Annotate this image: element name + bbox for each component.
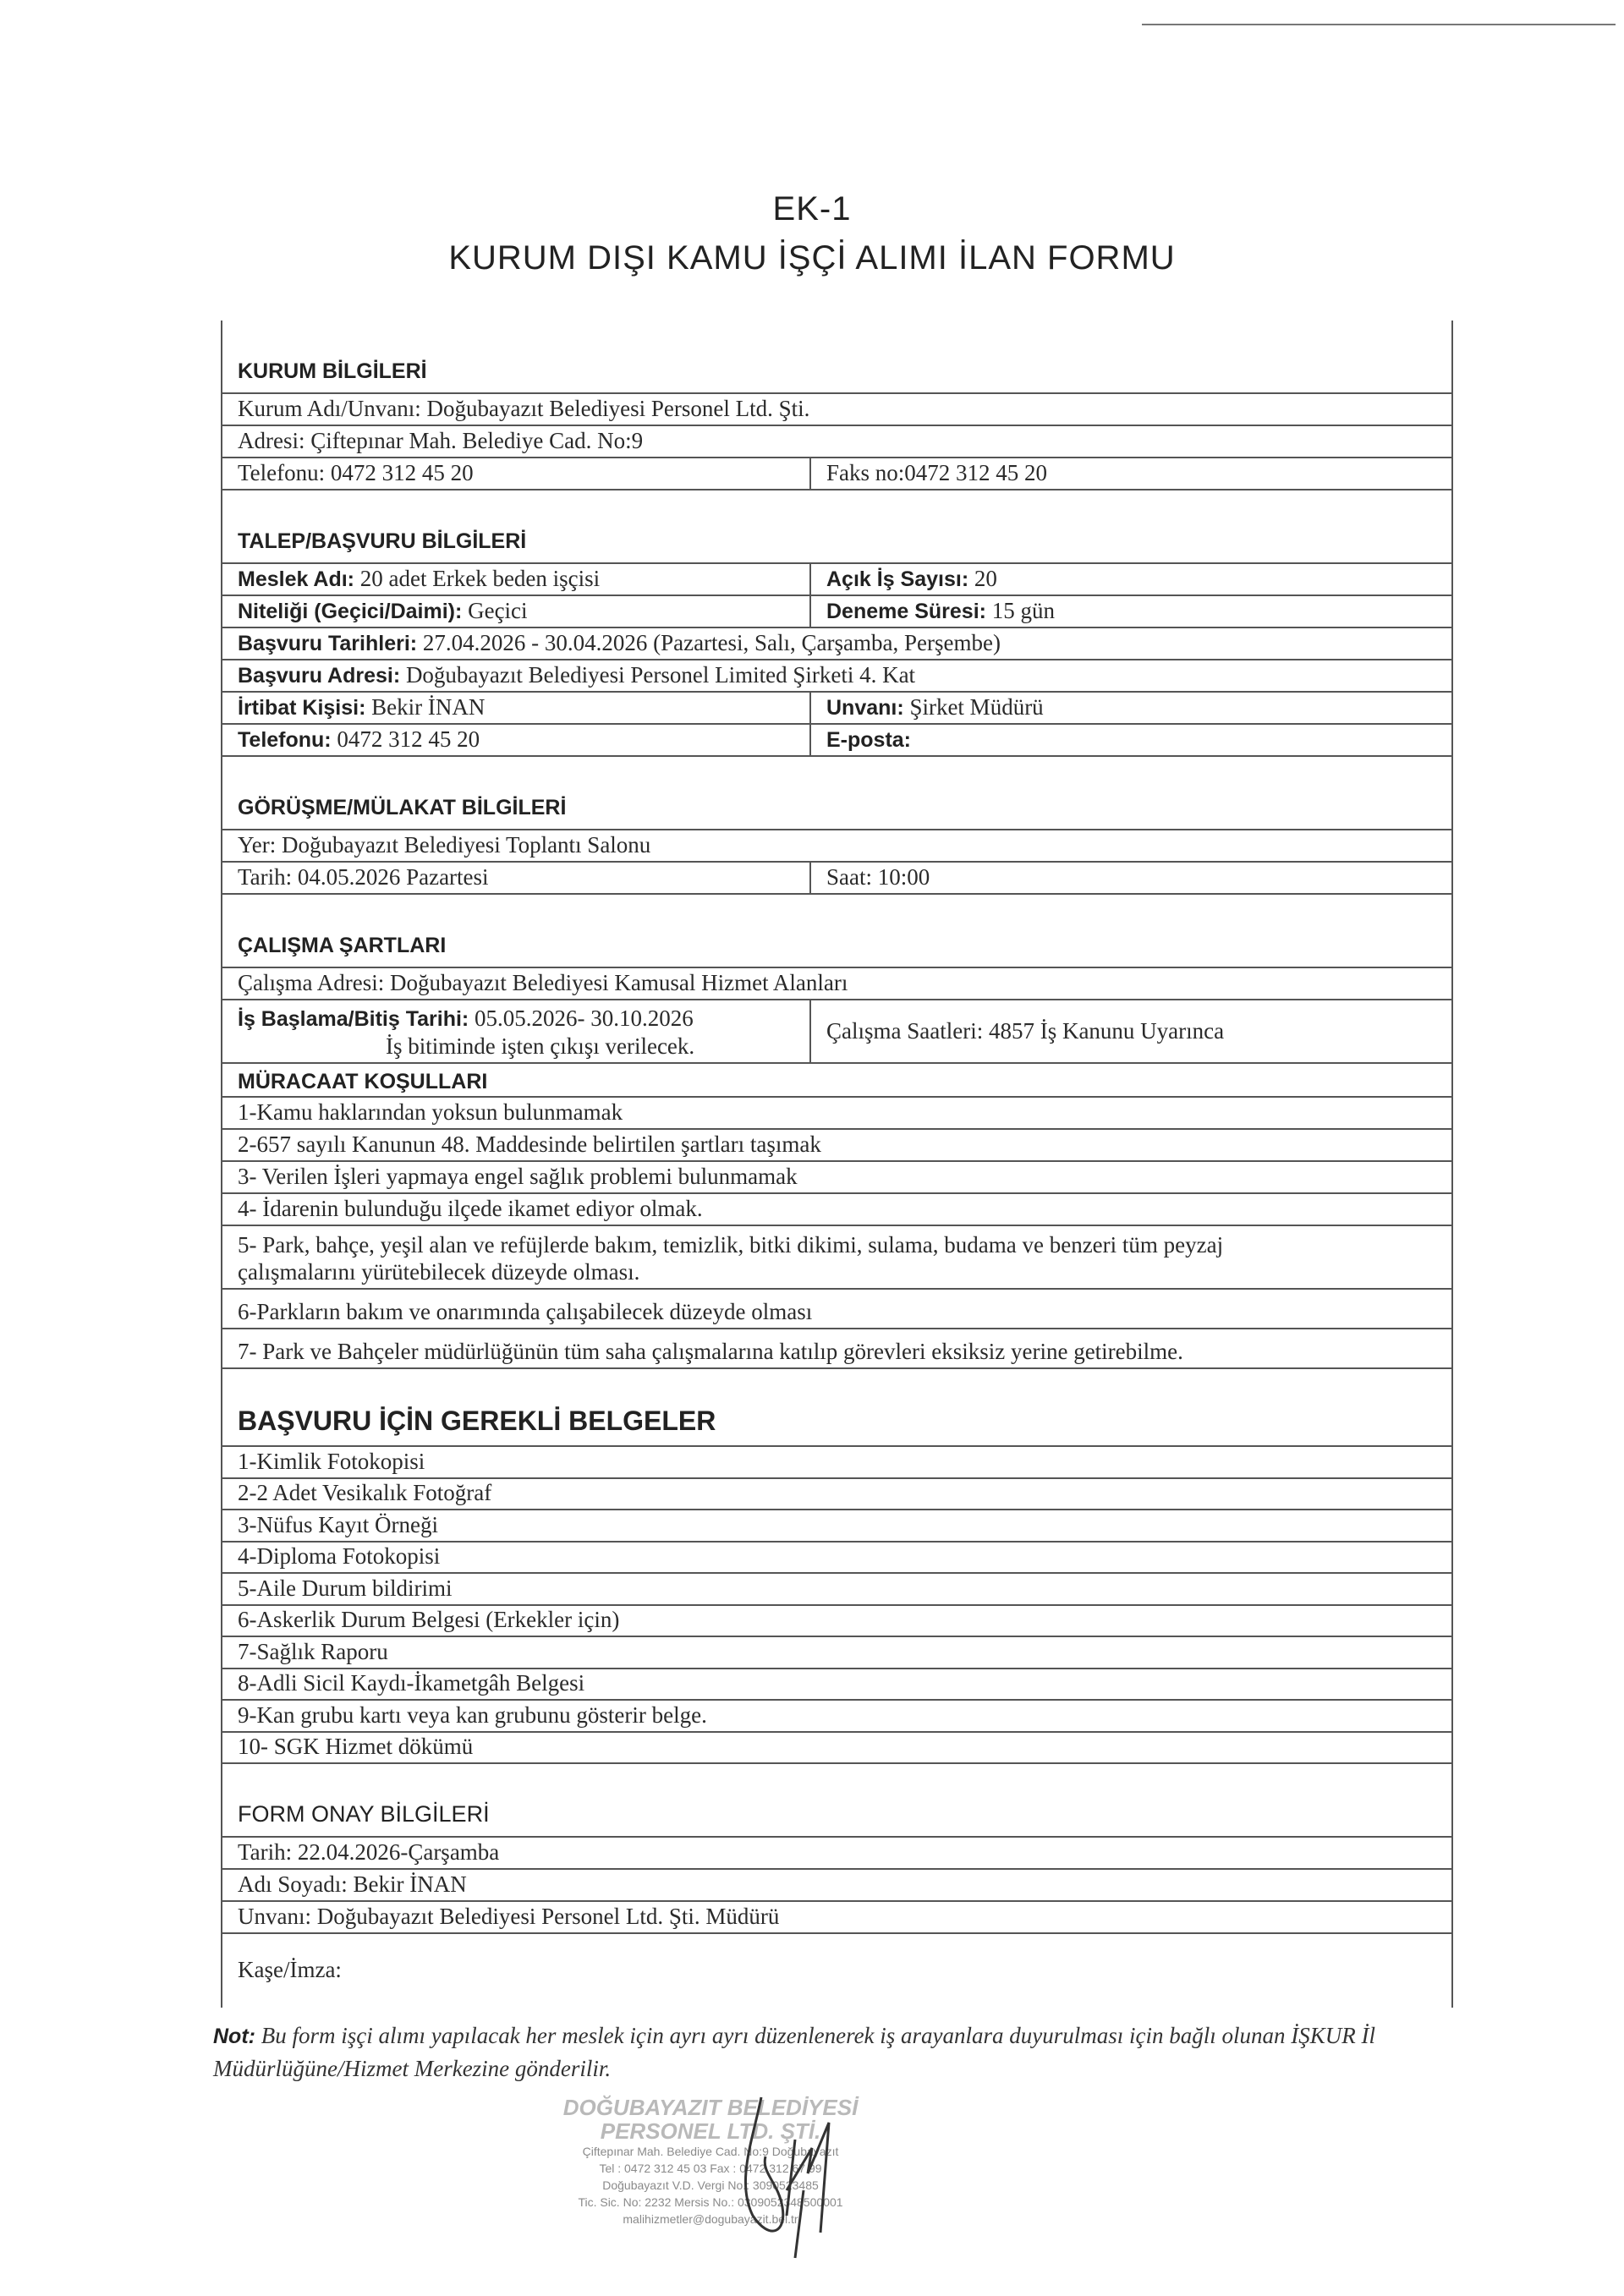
kurum-address: Adresi: Çiftepınar Mah. Belediye Cad. No:9 — [238, 428, 644, 453]
telefon-field — [222, 725, 811, 755]
section-muracaat — [222, 1064, 1451, 1098]
section-heading: BAŞVURU İÇİN GEREKLİ BELGELER — [238, 1406, 716, 1436]
signature — [702, 2089, 871, 2275]
kase-imza: Kaşe/İmza: — [238, 1956, 342, 1982]
field-label: İş Başlama/Bitiş Tarihi: — [238, 1007, 469, 1031]
condition-item: 6-Parkların bakım ve onarımında çalışabilecek düzeyde olması — [238, 1299, 813, 1324]
section-onay — [222, 1764, 1451, 1838]
section-heading: ÇALIŞMA ŞARTLARI — [238, 934, 447, 957]
onay-unvan: Unvanı: Doğubayazıt Belediyesi Personel Ltd. Şti. Müdürü — [238, 1904, 780, 1929]
document-item: 1-Kimlik Fotokopisi — [238, 1448, 425, 1474]
field-label: Telefonu: — [238, 728, 332, 752]
note-text: Bu form işçi alımı yapılacak her meslek için ayrı ayrı düzenlenerek iş arayanlara duyurulması için bağlı olunan İŞKUR İl Müdürlüğüne/Hizmet Merkezine gönderilir. — [213, 2023, 1376, 2081]
kurum-name: Kurum Adı/Unvanı: Doğubayazıt Belediyesi Personel Ltd. Şti. — [238, 396, 810, 421]
unvan-field — [811, 694, 1451, 723]
eposta-field — [811, 726, 1451, 755]
field-value: Doğubayazıt Belediyesi Personel Limited Şirketi 4. Kat — [405, 662, 916, 688]
field-label: Deneme Süresi: — [826, 600, 986, 623]
condition-item: 3- Verilen İşleri yapmaya engel sağlık problemi bulunmamak — [238, 1164, 798, 1189]
field-value: 20 — [974, 566, 997, 591]
basvuru-tarih-field — [222, 630, 1451, 659]
condition-item: 7- Park ve Bahçeler müdürlüğünün tüm saha çalışmalarına katılıp görevleri eksiksiz yerine getirebilme. — [238, 1339, 1183, 1364]
document-item: 9-Kan grubu kartı veya kan grubunu gösterir belge. — [238, 1701, 707, 1728]
field-label: Meslek Adı: — [238, 567, 355, 591]
kurum-fax: Faks no:0472 312 45 20 — [826, 460, 1048, 485]
field-value: Şirket Müdürü — [909, 694, 1044, 720]
section-heading: GÖRÜŞME/MÜLAKAT BİLGİLERİ — [238, 796, 567, 819]
field-value: Bekir İNAN — [371, 694, 486, 720]
gorusme-tarih: Tarih: 04.05.2026 Pazartesi — [222, 863, 811, 893]
condition-line: 5- Park, bahçe, yeşil alan ve refüjlerde bakım, temizlik, bitki dikimi, sulama, budama ve benzeri tüm peyzaj — [238, 1232, 1224, 1258]
stamp-line: Tel : 0472 312 45 03 Fax : 0472 312 67 99 — [599, 2162, 822, 2175]
calisma-saat: Çalışma Saatleri: 4857 İş Kanunu Uyarınca — [826, 1018, 1225, 1044]
is-bitis-note: İş bitiminde işten çıkışı verilecek. — [386, 1033, 695, 1059]
section-heading: FORM ONAY BİLGİLERİ — [238, 1801, 490, 1827]
stamp-line: malihizmetler@dogubayazit.bel.tr — [623, 2212, 798, 2226]
document-item: 3-Nüfus Kayıt Örneği — [238, 1511, 438, 1537]
irtibat-field — [222, 693, 811, 723]
gorusme-saat: Saat: 10:00 — [826, 864, 930, 890]
field-label: Başvuru Adresi: — [238, 664, 401, 688]
onay-tarih: Tarih: 22.04.2026-Çarşamba — [238, 1839, 500, 1865]
nitelik-field — [222, 596, 811, 627]
form-code: EK-1 — [772, 190, 852, 227]
document-item: 2-2 Adet Vesikalık Fotoğraf — [238, 1480, 492, 1505]
section-heading: MÜRACAAT KOŞULLARI — [238, 1070, 488, 1093]
form-title: KURUM DIŞI KAMU İŞÇİ ALIMI İLAN FORMU — [448, 239, 1176, 277]
acik-is-field — [811, 566, 1451, 595]
field-value: 20 adet Erkek beden işçisi — [359, 566, 601, 591]
document-item: 6-Askerlik Durum Belgesi (Erkekler için) — [238, 1607, 620, 1632]
field-label: E-posta: — [826, 728, 911, 752]
section-heading: KURUM BİLGİLERİ — [238, 359, 427, 383]
document-item: 10- SGK Hizmet dökümü — [238, 1734, 474, 1759]
condition-item: 1-Kamu haklarından yoksun bulunmamak — [238, 1099, 623, 1125]
application-form — [221, 321, 1453, 2008]
section-heading: TALEP/BAŞVURU BİLGİLERİ — [238, 529, 527, 553]
document-item: 4-Diploma Fotokopisi — [238, 1543, 441, 1569]
condition-item: 4- İdarenin bulunduğu ilçede ikamet ediyor olmak. — [238, 1196, 703, 1221]
stamp-line: PERSONEL LTD. ŞTİ. — [600, 2118, 821, 2144]
section-belgeler — [222, 1369, 1451, 1447]
section-talep — [222, 490, 1451, 564]
deneme-field — [811, 598, 1451, 627]
field-value: 27.04.2026 - 30.04.2026 (Pazartesi, Salı, Çarşamba, Perşembe) — [422, 630, 1001, 655]
condition-item — [222, 1231, 1451, 1288]
stamp-line: Tic. Sic. No: 2232 Mersis No.: 0309052348500001 — [578, 2195, 843, 2209]
gorusme-yer: Yer: Doğubayazıt Belediyesi Toplantı Salonu — [238, 832, 651, 858]
is-tarih-field — [222, 1000, 811, 1062]
calisma-adres: Çalışma Adresi: Doğubayazıt Belediyesi Kamusal Hizmet Alanları — [238, 970, 848, 995]
basvuru-adres-field — [222, 662, 1451, 691]
onay-ad: Adı Soyadı: Bekir İNAN — [238, 1871, 467, 1897]
field-label: Açık İş Sayısı: — [826, 567, 969, 591]
field-value: 05.05.2026- 30.10.2026 — [475, 1006, 694, 1031]
field-label: Niteliği (Geçici/Daimi): — [238, 600, 463, 623]
meslek-field — [222, 564, 811, 595]
section-gorusme — [222, 757, 1451, 830]
field-value: 15 gün — [991, 598, 1055, 623]
field-value: 0472 312 45 20 — [337, 726, 480, 752]
stamp-line: Çiftepınar Mah. Belediye Cad. No:9 Doğubayazıt — [582, 2145, 839, 2158]
document-item: 5-Aile Durum bildirimi — [238, 1575, 453, 1601]
stamp-line: Doğubayazıt V.D. Vergi No.: 3090523485 — [602, 2178, 819, 2192]
document-item: 7-Sağlık Raporu — [238, 1638, 388, 1664]
kurum-phone: Telefonu: 0472 312 45 20 — [222, 458, 811, 489]
note-label: Not: — [213, 2025, 255, 2048]
condition-item: 2-657 sayılı Kanunun 48. Maddesinde belirtilen şartları taşımak — [238, 1132, 821, 1157]
document-item: 8-Adli Sicil Kaydı-İkametgâh Belgesi — [238, 1670, 585, 1696]
condition-line: çalışmalarını yürütebilecek düzeyde olması. — [238, 1259, 640, 1285]
field-value: Geçici — [468, 598, 528, 623]
section-kurum — [222, 321, 1451, 394]
scan-edge-line — [1142, 24, 1616, 25]
stamp-line: DOĞUBAYAZIT BELEDİYESİ — [562, 2095, 859, 2120]
section-calisma — [222, 895, 1451, 968]
field-label: Başvuru Tarihleri: — [238, 632, 418, 655]
field-label: İrtibat Kişisi: — [238, 696, 366, 720]
footer-note — [213, 2019, 1431, 2085]
field-label: Unvanı: — [826, 696, 904, 720]
